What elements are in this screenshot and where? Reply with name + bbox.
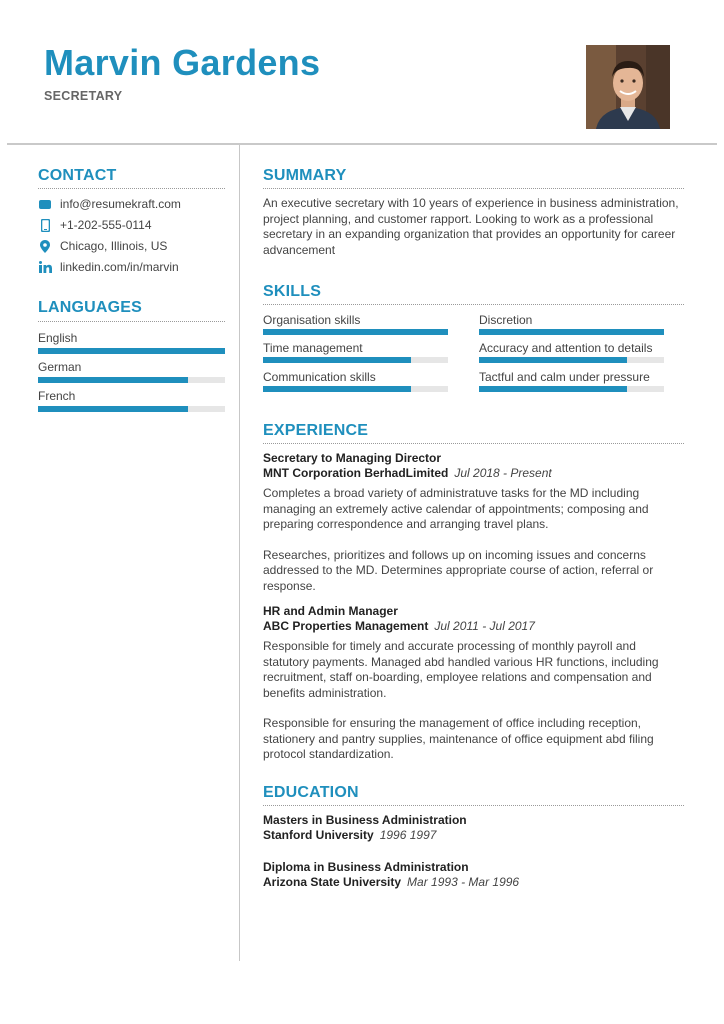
language-level-bar <box>38 348 225 354</box>
skill-name: Tactful and calm under pressure <box>479 370 650 384</box>
education-heading-rule <box>263 805 684 806</box>
skill-name: Organisation skills <box>263 313 361 327</box>
job-company: ABC Properties Management <box>263 619 429 633</box>
skill-level-fill <box>479 329 664 335</box>
candidate-name: Marvin Gardens <box>44 42 321 83</box>
job-company-line <box>263 619 684 633</box>
skill-level-fill <box>479 357 627 363</box>
job-position: HR and Admin Manager <box>263 604 398 618</box>
profile-photo <box>586 45 670 129</box>
languages-heading: LANGUAGES <box>38 299 143 316</box>
contact-heading: CONTACT <box>38 167 117 184</box>
skill-level-bar <box>263 357 448 363</box>
skill-level-bar <box>479 357 664 363</box>
education-dates: Mar 1993 - Mar 1996 <box>407 875 520 889</box>
language-level-bar <box>38 377 225 383</box>
language-level-bar <box>38 406 225 412</box>
contact-linkedin-text: linkedin.com/in/marvin <box>60 260 179 274</box>
contact-heading-rule <box>38 188 225 189</box>
experience-entry <box>263 604 684 763</box>
language-level-fill <box>38 348 225 354</box>
column-divider <box>239 145 240 961</box>
linkedin-icon <box>38 260 52 274</box>
education-school-line <box>263 828 684 842</box>
language-name: French <box>38 389 76 403</box>
language-name: German <box>38 360 82 374</box>
skill-level-bar <box>479 386 664 392</box>
skill-name: Communication skills <box>263 370 376 384</box>
contact-linkedin[interactable] <box>38 259 179 275</box>
languages-heading-rule <box>38 321 225 322</box>
education-heading: EDUCATION <box>263 784 359 801</box>
skill-name: Time management <box>263 341 363 355</box>
job-company-line <box>263 466 684 480</box>
language-level-fill <box>38 377 188 383</box>
education-dates: 1996 1997 <box>379 828 437 842</box>
summary-heading: SUMMARY <box>263 167 347 184</box>
education-school-line <box>263 875 684 889</box>
contact-email-text: info@resumekraft.com <box>60 197 181 211</box>
education-entry <box>263 860 684 889</box>
experience-entry <box>263 451 684 594</box>
education-school: Stanford University <box>263 828 374 842</box>
contact-location-text: Chicago, Illinois, US <box>60 239 168 253</box>
contact-phone[interactable] <box>38 217 152 233</box>
skill-level-fill <box>263 329 448 335</box>
email-icon <box>38 197 52 211</box>
skill-level-fill <box>263 386 411 392</box>
experience-heading: EXPERIENCE <box>263 422 369 439</box>
job-description: Researches, prioritizes and follows up on incoming issues and concerns addressed to the MD. Determines appropriate course of action, referral or response. <box>263 547 654 593</box>
education-degree: Masters in Business Administration <box>263 813 467 827</box>
summary-text: An executive secretary with 10 years of experience in business administration, project planning, and customer rapport. Looking to work as a professional secretary in an expanding organization that provides an opportunity for career advancement <box>263 196 679 257</box>
skill-level-bar <box>263 329 448 335</box>
job-dates: Jul 2011 - Jul 2017 <box>434 619 535 633</box>
skill-level-fill <box>263 357 411 363</box>
skill-level-fill <box>479 386 627 392</box>
job-company: MNT Corporation BerhadLimited <box>263 466 449 480</box>
skill-level-bar <box>479 329 664 335</box>
skills-heading: SKILLS <box>263 283 322 300</box>
job-dates: Jul 2018 - Present <box>454 466 552 480</box>
job-title: SECRETARY <box>44 89 123 103</box>
skill-name: Accuracy and attention to details <box>479 341 653 355</box>
contact-email[interactable] <box>38 196 181 212</box>
summary-heading-rule <box>263 188 684 189</box>
education-degree: Diploma in Business Administration <box>263 860 469 874</box>
skills-heading-rule <box>263 304 684 305</box>
job-position: Secretary to Managing Director <box>263 451 442 465</box>
phone-icon <box>38 218 52 232</box>
header-divider <box>7 143 717 145</box>
experience-heading-rule <box>263 443 684 444</box>
job-description: Completes a broad variety of administratuve tasks for the MD including managing an extremely active calendar of appointments; composing and preparing correspondence and arranging travel plans. <box>263 486 649 531</box>
location-icon <box>38 239 52 253</box>
skill-name: Discretion <box>479 313 533 327</box>
contact-location <box>38 238 167 254</box>
contact-phone-text: +1-202-555-0114 <box>60 218 152 232</box>
language-name: English <box>38 331 78 345</box>
job-description: Responsible for ensuring the management of office including reception, stationery and pantry supplies, maintenance of office equipment abd filing protocol standardization. <box>263 716 654 761</box>
profile-photo-illustration <box>586 45 670 129</box>
language-level-fill <box>38 406 188 412</box>
skill-level-bar <box>263 386 448 392</box>
education-entry <box>263 813 684 842</box>
job-description: Responsible for timely and accurate processing of monthly payroll and statutory payments. Managed abd handled various HR functions, including recruitment, staff on-boarding, employee relations and compensation and benefits administration. <box>263 639 659 700</box>
education-school: Arizona State University <box>263 875 402 889</box>
